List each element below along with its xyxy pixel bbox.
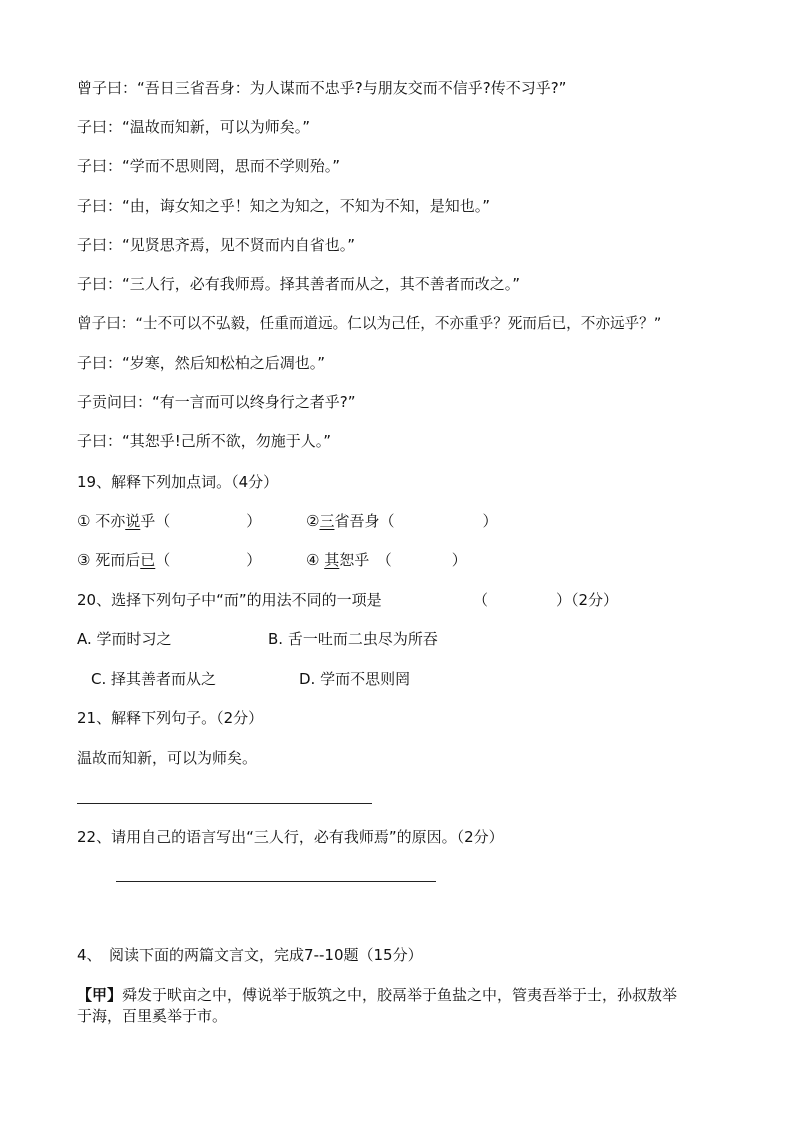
q19-key-word: 其: [324, 551, 340, 569]
q20-option-b: B. 舌一吐而二虫尽为所吞: [268, 630, 438, 648]
section-4-text-line-2: 于海，百里奚举于市。: [77, 1007, 228, 1025]
section-4-text-line-1: 【甲】舜发于畎亩之中，傅说举于版筑之中，胶鬲举于鱼盐之中，管夷吾举于士，孙叔敖举: [77, 986, 678, 1004]
q19-item-3: ③ 死而后已（ ）: [77, 551, 262, 569]
answer-line-22[interactable]: [116, 881, 436, 882]
passage-line-1: 曾子曰：“吾日三省吾身：为人谋而不忠乎?与朋友交而不信乎?传不习乎?”: [77, 79, 567, 97]
section-4-title: 4、 阅读下面的两篇文言文，完成7--10题（15分）: [77, 946, 423, 964]
passage-line-10: 子曰：“其恕乎!己所不欲，勿施于人。”: [77, 432, 332, 450]
passage-line-4: 子曰：“由，诲女知之乎！知之为知之，不知为不知，是知也。”: [77, 197, 491, 215]
passage-line-7: 曾子曰：“士不可以不弘毅，任重而道远。仁以为己任，不亦重乎？死而后已，不亦远乎？”: [77, 315, 662, 332]
passage-line-8: 子曰：“岁寒，然后知松柏之后凋也。”: [77, 354, 326, 372]
q19-item-2: ②三省吾身（ ）: [306, 512, 498, 530]
question-19-title: 19、解释下列加点词。（4分）: [77, 473, 279, 491]
q20-option-a: A. 学而时习之: [77, 630, 172, 648]
question-22-title: 22、请用自己的语言写出“三人行，必有我师焉”的原因。（2分）: [77, 828, 504, 846]
q19-item-1: ① 不亦说乎（ ）: [77, 512, 262, 530]
question-20-title: 20、选择下列句子中“而”的用法不同的一项是: [77, 591, 382, 609]
q20-option-d: D. 学而不思则罔: [299, 670, 411, 688]
answer-line-21[interactable]: [77, 803, 372, 804]
passage-line-5: 子曰：“见贤思齐焉，见不贤而内自省也。”: [77, 236, 356, 254]
q19-key-word: 说: [125, 512, 141, 530]
passage-label: 【甲】: [77, 986, 123, 1004]
passage-line-9: 子贡问曰：“有一言而可以终身行之者乎?”: [77, 393, 356, 411]
question-21-title: 21、解释下列句子。（2分）: [77, 709, 264, 727]
q19-item-4: ④ 其恕乎 （ ）: [306, 551, 467, 569]
q21-sentence: 温故而知新，可以为师矣。: [77, 749, 258, 767]
q20-answer-paren: （ ）（2分）: [473, 591, 619, 609]
q19-key-word: 三: [319, 512, 335, 530]
passage-line-6: 子曰：“三人行，必有我师焉。择其善者而从之，其不善者而改之。”: [77, 275, 521, 293]
passage-line-2: 子曰：“温故而知新，可以为师矣。”: [77, 118, 311, 136]
q19-key-word: 已: [140, 551, 156, 569]
q20-option-c: C. 择其善者而从之: [91, 670, 217, 688]
passage-line-3: 子曰：“学而不思则罔，思而不学则殆。”: [77, 157, 341, 175]
